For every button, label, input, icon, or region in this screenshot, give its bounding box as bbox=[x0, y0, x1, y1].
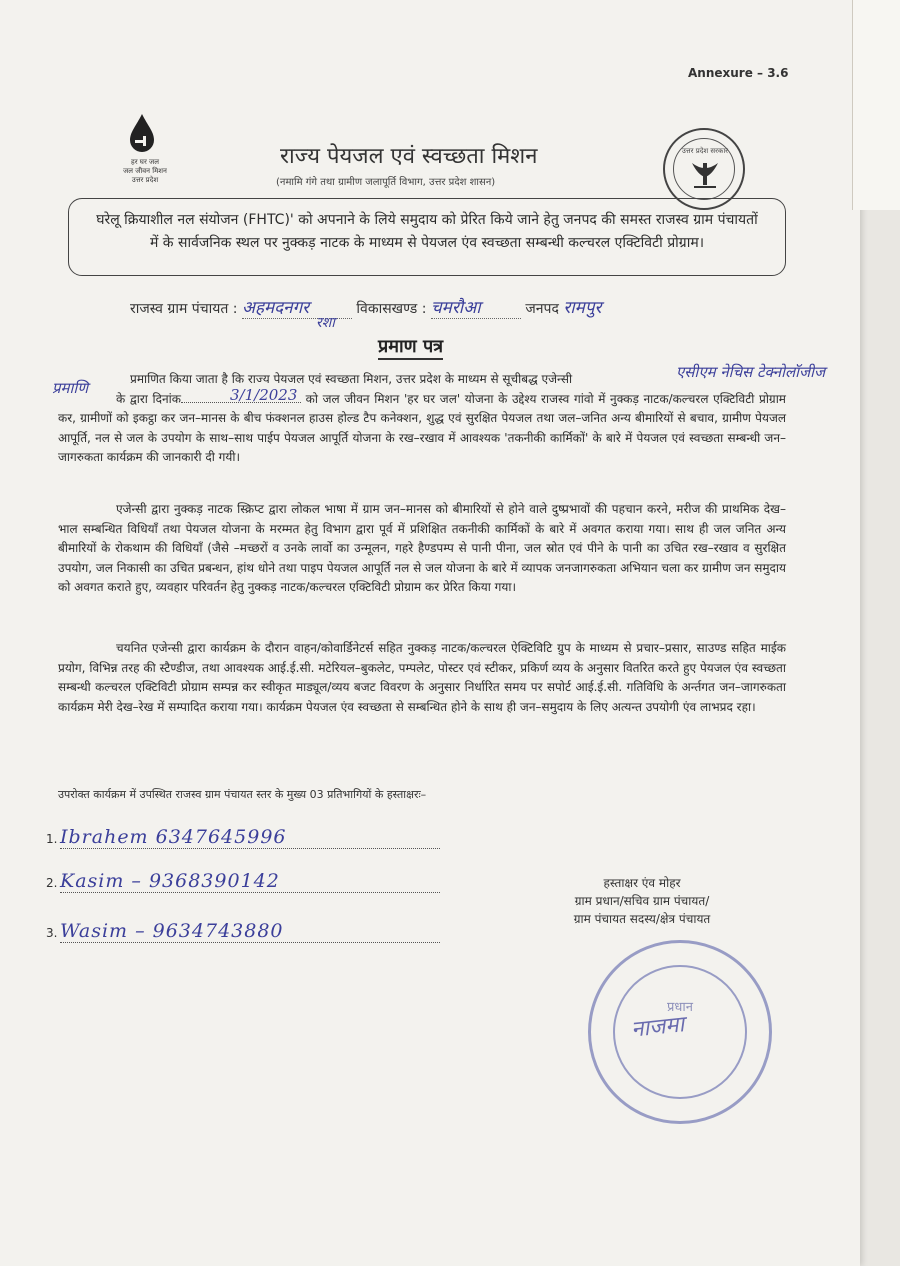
paragraph-3: चयनित एजेन्सी द्वारा कार्यक्रम के दौरान वाहन/कोवार्डिनेटर्स सहित नुक्कड़ नाटक/कल्चरल ऐक्टिविटि ग्रुप के माध्यम से प्रचार–प्रसार, साउण्ड सहित माईक प्रयोग, विभिन्न तरह की स्टैण्डीज, तथा आवश्यक आई.ई.सी. मटेरियल–बुकलेट, पम्पलेट, पोस्टर एवं स्टीकर, प्रकिर्ण व्यय के अनुसार वितरित करते हुए पेयजल एंव स्वच्छता सम्बन्धी कल्चरल एक्टिविटी प्रोग्राम सम्पन्न कर स्वीकृत माड्यूल/व्यय बजट विवरण के अनुसार निर्धारित समय पर सपोर्ट आई.ई.सी. गतिविधि के अर्न्तगत जन–जागरुकता कार्यक्रम मेरी देख–रेख में सम्पादित कराया गया। कार्यक्रम पेयजल एंव स्वच्छता से सम्बन्धित होने के साथ ही जन–समुदाय के लिए अत्यन्त उपयोगी एंव लाभप्रद रहा। bbox=[58, 641, 786, 714]
gram-panchayat-line bbox=[130, 295, 653, 319]
jal-jeevan-mission-logo bbox=[110, 112, 180, 192]
certificate-title: प्रमाण पत्र bbox=[378, 334, 443, 360]
agency-name-handwritten: एसीएम नेचिस टेक्नोलॉजीज bbox=[676, 363, 826, 381]
logo-caption-1: हर घर जल bbox=[131, 158, 159, 166]
participant-number: 3. bbox=[46, 926, 58, 940]
participant-entry: Ibrahem 6347645996 bbox=[60, 826, 440, 849]
participant-signature-3 bbox=[46, 920, 440, 943]
seal-text: प्रधान bbox=[667, 1000, 693, 1015]
block-value: चमरौआ bbox=[431, 295, 521, 319]
mission-title: राज्य पेयजल एवं स्वच्छता मिशन bbox=[280, 144, 538, 169]
signatory-role-2: ग्राम पंचायत सदस्य/क्षेत्र पंचायत bbox=[573, 912, 711, 926]
gram-panchayat-value-2: रशा bbox=[316, 315, 335, 331]
emblem-icon bbox=[674, 139, 736, 201]
paragraph-1 bbox=[58, 370, 786, 468]
participant-signature-1 bbox=[46, 826, 440, 849]
signature-label: हस्ताक्षर एंव मोहर bbox=[603, 876, 681, 890]
mission-subtitle: (नमामि गंगे तथा ग्रामीण जलापूर्ति विभाग, उत्तर प्रदेश शासन) bbox=[276, 177, 496, 188]
logo-caption-2: जल जीवन मिशन bbox=[123, 167, 167, 175]
participant-number: 1. bbox=[46, 832, 58, 846]
gram-pradhan-seal bbox=[588, 940, 772, 1124]
gram-panchayat-label: राजस्व ग्राम पंचायत : bbox=[130, 301, 238, 317]
program-title-box: घरेलू क्रियाशील नल संयोजन (FHTC)' को अपनाने के लिये समुदाय को प्रेरित किये जाने हेतु जनपद की समस्त राजस्व ग्राम पंचायतों में के सार्वजनिक स्थल पर नुक्कड़ नाटक के माध्यम से पेयजल एंव स्वच्छता सम्बन्धी कल्चरल एक्टिविटी प्रोग्राम। bbox=[68, 198, 786, 276]
participant-signature-2 bbox=[46, 870, 440, 893]
participants-intro: उपरोक्त कार्यक्रम में उपस्थित राजस्व ग्राम पंचायत स्तर के मुख्य 03 प्रतिभागियों के हस्ताक्षरः– bbox=[58, 788, 427, 801]
date-handwritten: 3/1/2023 bbox=[230, 386, 298, 404]
paragraph-1-text-a: प्रमाणित किया जाता है कि राज्य पेयजल एवं स्वच्छता मिशन, उत्तर प्रदेश के माध्यम से सूचीबद्ध एजेन्सी bbox=[130, 372, 573, 386]
seal-signature: नाजमा bbox=[629, 1012, 686, 1043]
district-value: रामपुर bbox=[563, 298, 602, 318]
participant-number: 2. bbox=[46, 876, 58, 890]
paragraph-1-text-b: के द्वारा दिनांक bbox=[116, 391, 181, 406]
emblem-text: उत्तर प्रदेश सरकार bbox=[681, 147, 729, 155]
paragraph-1-text-c: को जल जीवन मिशन 'हर घर जल' योजना के उद्देश्य राजस्व गांवो में नुक्कड़ नाटक/कल्चरल एक्टिविटी प्रोग्राम कर, ग्रामीणों को इकट्ठा कर जन–मानस के बीच फंक्शनल हाउस होल्ड टैप कनेक्शन, शुद्ध एवं सुरक्षित पेयजल तथा जल–जनित अन्य बीमारियों से बचाव, ग्रामीण पेयजल आपूर्ति, नल से जल के उपयोग के साथ–साथ पाईप पेयजल आपूर्ति योजना के रख–रखाव में आवश्यक 'तकनीकी कार्मिकों' के बारे में पेयजल एवं स्वच्छता सम्बन्धी जन–जागरुकता कार्यक्रम की जानकारी दी गयी। bbox=[58, 391, 786, 464]
participant-entry: Kasim – 9368390142 bbox=[60, 870, 440, 893]
handwritten-side-note: प्रमाणि bbox=[52, 379, 89, 397]
paragraph-2: एजेन्सी द्वारा नुक्कड़ नाटक स्क्रिप्ट द्वारा लोकल भाषा में ग्राम जन–मानस को बीमारियों से होने वाले दुष्प्रभावों की पहचान करने, मरीज की प्राथमिक देख–भाल सम्बन्धित विधियाँ तथा पेयजल योजना के मरम्मत हेतु विभाग द्वारा पूर्व में प्रशिक्षित तकनीकी कार्मिकों के बारे में अवगत कराया गया। साथ ही जल जनित अन्य बीमारियों के रोकथाम की विधियाँ (जैसे –मच्छरों व उनके लार्वो का उन्मूलन, गहरे हैण्डपम्प से पानी पीना, जल स्रोत एवं पीने के पानी का उचित रख–रखाव व सुरक्षित उपयोग, जल निकासी का उचित प्रबन्धन, हांथ धोने तथा पाइप पेयजल आपूर्ति नल से जल योजना के बारे में व्यापक जनजागरुकता अभियान चला कर ग्रामीण जन समुदाय को अवगत कराते हुए, व्यवहार परिवर्तन हेतु नुक्कड़ नाटक/कल्चरल एक्टिविटी प्रोग्राम कर प्रेरित किया गया। bbox=[58, 502, 786, 594]
signature-block bbox=[532, 874, 752, 928]
logo-caption-3: उत्तर प्रदेश bbox=[131, 176, 159, 184]
adjacent-page-edge bbox=[852, 0, 900, 210]
annexure-label: Annexure – 3.6 bbox=[688, 66, 789, 80]
signatory-role-1: ग्राम प्रधान/सचिव ग्राम पंचायत/ bbox=[574, 894, 710, 908]
district-label: जनपद bbox=[525, 301, 559, 317]
water-drop-icon bbox=[126, 112, 158, 156]
gram-panchayat-value: अहमदनगर bbox=[242, 295, 352, 319]
participant-entry: Wasim – 9634743880 bbox=[60, 920, 440, 943]
block-label: विकासखण्ड : bbox=[356, 301, 427, 317]
